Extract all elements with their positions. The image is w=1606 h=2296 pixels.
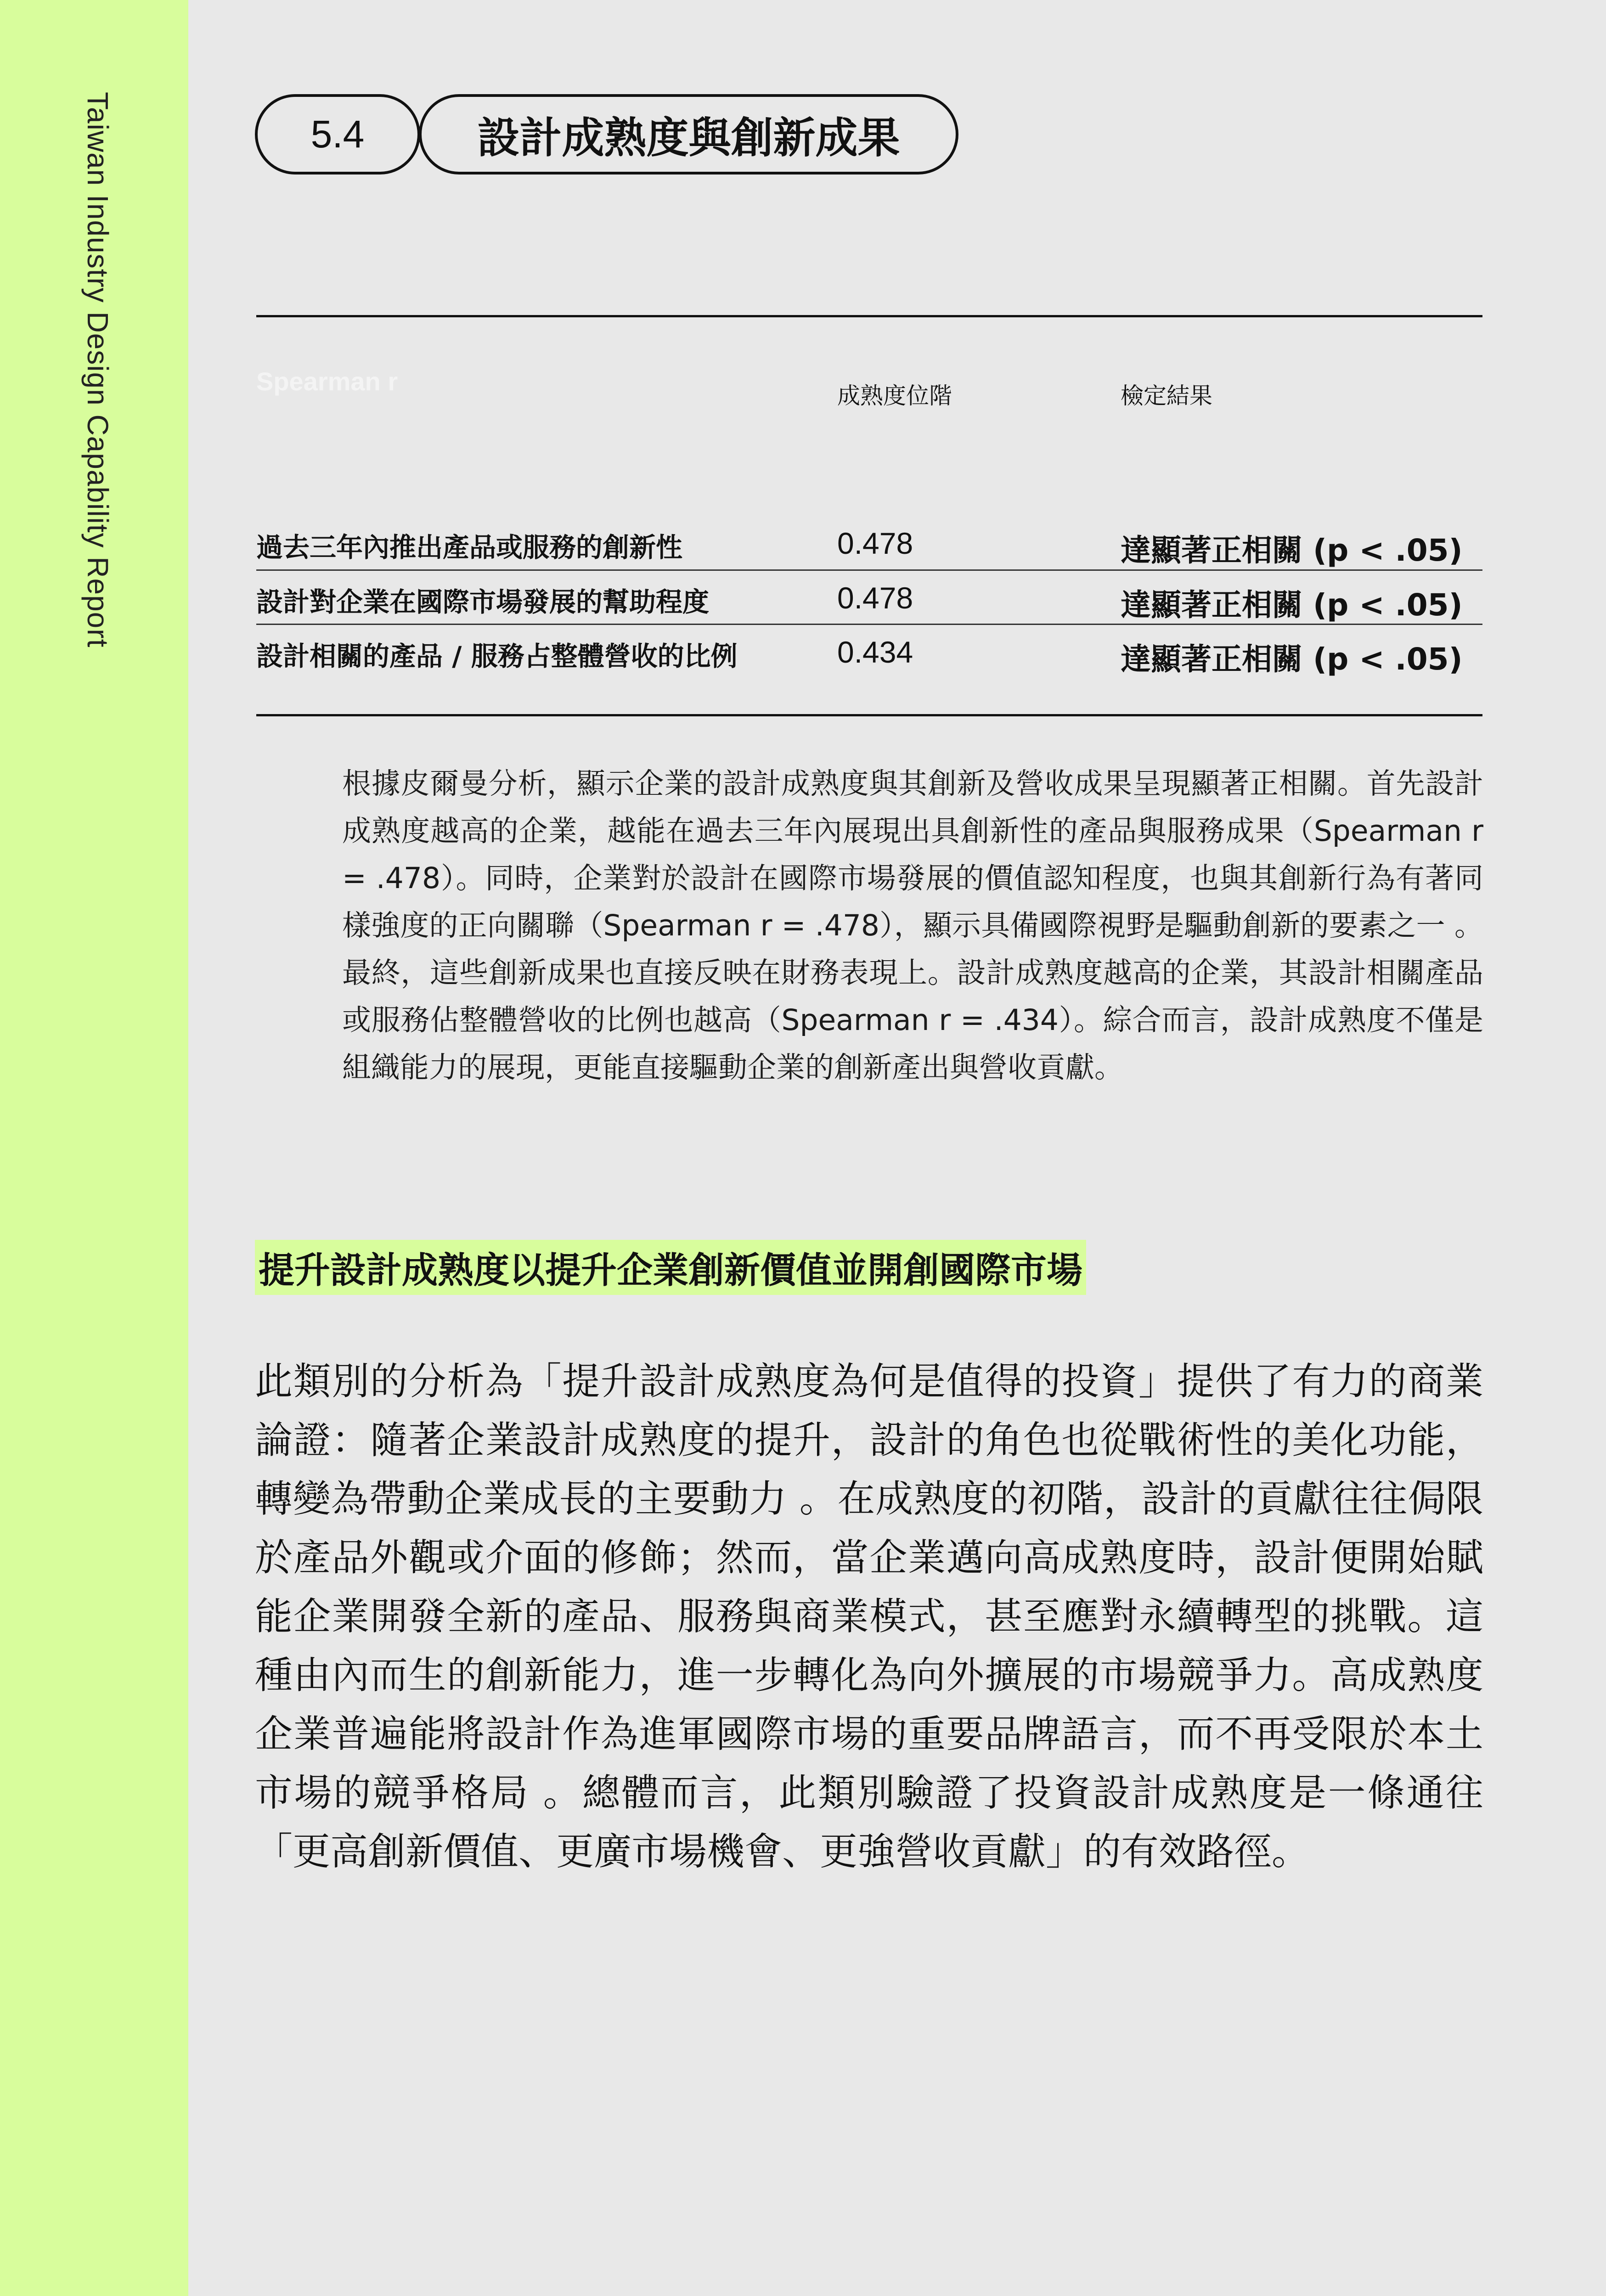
table-row <box>256 571 1482 622</box>
table-header-level: 成熟度位階 <box>837 383 952 409</box>
row-label: 設計對企業在國際市場發展的幫助程度 <box>256 586 710 618</box>
section-number: 5.4 <box>255 94 420 174</box>
row-label: 過去三年內推出產品或服務的創新性 <box>256 532 683 563</box>
body-paragraph: 此類別的分析為「提升設計成熟度為何是值得的投資」提供了有力的商業論證：隨著企業設計成熟度的提升，設計的角色也從戰術性的美化功能，轉變為帶動企業成長的主要動力 。在成熟度的初階，設計的貢獻往往侷限於產品外觀或介面的修飾；然而，當企業邁向高成熟度時，設計便開始賦能企業開發全新的產品、服務與商業模式，甚至應對永續轉型的挑戰。這種由內而生的創新能力，進一步轉化為向外擴展的市場競爭力。高成熟度企業普遍能將設計作為進軍國際市場的重要品牌語言，而不再受限於本土市場的競爭格局 。總體而言，此類別驗證了投資設計成熟度是一條通往「更高創新價值、更廣市場機會、更強營收貢獻」的有效路徑。 <box>255 1360 1483 1874</box>
row-result: 達顯著正相關 (p < .05) <box>1121 587 1463 623</box>
sidebar <box>0 0 188 2296</box>
analysis-note: 根據皮爾曼分析，顯示企業的設計成熟度與其創新及營收成果呈現顯著正相關。首先設計成熟度越高的企業，越能在過去三年內展現出具創新性的產品與服務成果（Spearman r = .478）。同時，企業對於設計在國際市場發展的價值認知程度，也與其創新行為有著同樣強度的正向關聯（Spearman r = .478），顯示具備國際視野是驅動創新的要素之一 。最終，這些創新成果也直接反映在財務表現上。設計成熟度越高的企業，其設計相關產品或服務佔整體營收的比例也越高（Spearman r = .434）。綜合而言，設計成熟度不僅是組織能力的展現，更能直接驅動企業的創新產出與營收貢獻。 <box>342 767 1483 1084</box>
table-bottom-rule <box>256 714 1482 716</box>
table-top-rule <box>256 315 1482 317</box>
section-title: 設計成熟度與創新成果 <box>419 94 958 174</box>
table-row <box>256 625 1482 676</box>
table-header-result: 檢定結果 <box>1121 383 1212 409</box>
report-title: Taiwan Industry Design Capability Report <box>81 92 114 648</box>
row-result: 達顯著正相關 (p < .05) <box>1121 533 1463 568</box>
row-value: 0.434 <box>837 635 913 669</box>
row-result: 達顯著正相關 (p < .05) <box>1121 642 1463 677</box>
table-row <box>256 517 1482 567</box>
row-divider <box>256 624 1482 625</box>
table-header-spearman: Spearman r <box>256 367 398 396</box>
row-label: 設計相關的產品 / 服務占整體營收的比例 <box>256 641 738 672</box>
row-divider <box>256 569 1482 571</box>
row-value: 0.478 <box>837 526 913 560</box>
highlight-heading: 提升設計成熟度以提升企業創新價值並開創國際市場 <box>255 1240 1086 1295</box>
row-value: 0.478 <box>837 581 913 615</box>
